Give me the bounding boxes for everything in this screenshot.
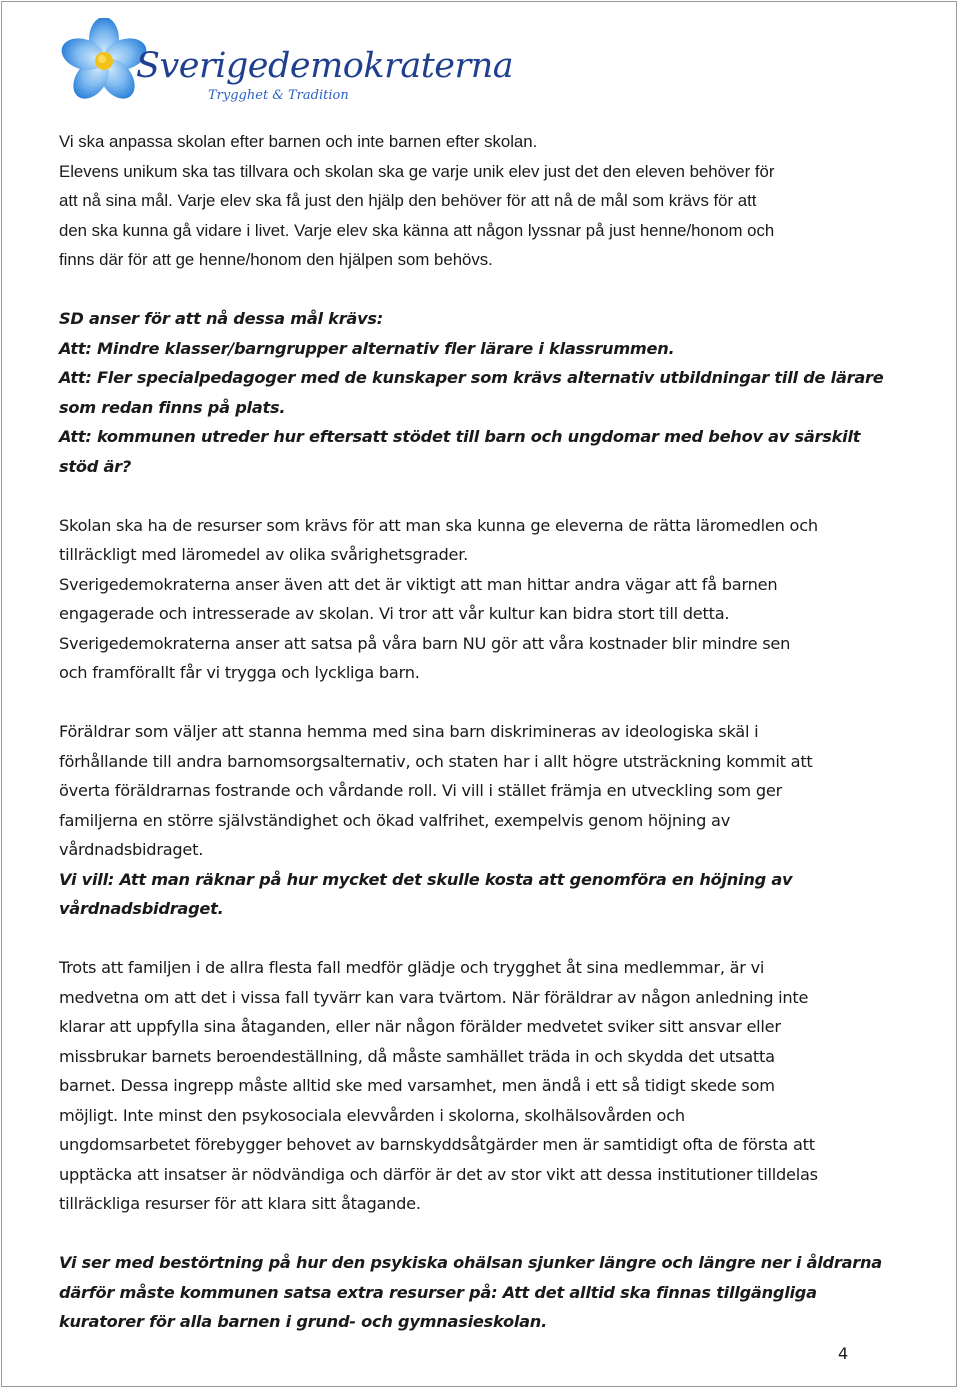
text-line: och framförallt får vi trygga och lyckliga barn. [59,663,420,682]
text-line: den ska kunna gå vidare i livet. Varje elev ska känna att någon lyssnar på just henne/honom och [59,220,775,240]
text-line: därför måste kommunen satsa extra resurser på: Att det alltid ska finnas tillgängliga [59,1282,817,1302]
document-body [59,127,889,1337]
text-line: tillräckliga resurser för att klara sitt åtagande. [59,1194,421,1213]
text-line: missbrukar barnets beroendeställning, då måste samhället träda in och skydda det utsatta [59,1046,775,1066]
text-line: Skolan ska ha de resurser som krävs för att man ska kunna ge eleverna de rätta läromedlen och [59,515,818,535]
paragraph-parents [59,717,889,865]
paragraph-vi-vill [59,865,889,924]
text-line: Föräldrar som väljer att stanna hemma med sina barn diskrimineras av ideologiska skäl i [59,722,759,741]
text-line: SD anser för att nå dessa mål krävs: [59,309,384,328]
text-line: Sverigedemokraterna anser även att det är viktigt att man hittar andra vägar att få barnen [59,574,778,594]
text-line: att nå sina mål. Varje elev ska få just den hjälp den behöver för att nå de mål som krävs för att [59,191,757,210]
paragraph-school-resources [59,511,889,688]
text-line: ungdomsarbetet förebygger behovet av barnskyddsåtgärder men är samtidigt ofta de första att [59,1135,815,1154]
text-line: familjerna en större självständighet och ökad valfrihet, exempelvis genom höjning av [59,810,731,830]
text-line: Sverigedemokraterna anser att satsa på våra barn NU gör att våra kostnader blir mindre sen [59,633,791,653]
text-line: medvetna om att det i vissa fall tyvärr kan vara tvärtom. När föräldrar av någon anledning inte [59,987,809,1007]
text-line: Elevens unikum ska tas tillvara och skolan ska ge varje unik elev just det den eleven behöver för [59,161,775,181]
text-line: tillräckligt med läromedel av olika svårighetsgrader. [59,545,469,564]
text-line: Att: kommunen utreder hur eftersatt stödet till barn och ungdomar med behov av särskilt [59,427,861,446]
text-line: klarar att uppfylla sina åtaganden, eller när någon förälder medvetet sviker sitt ansvar eller [59,1017,781,1036]
text-line: Vi ska anpassa skolan efter barnen och inte barnen efter skolan. [59,132,538,151]
text-line: Vi ser med bestörtning på hur den psykiska ohälsan sjunker längre och längre ner i åldrarna [59,1253,882,1272]
paragraph-sd-demands [59,304,889,481]
text-line: barnet. Dessa ingrepp måste alltid ske med varsamhet, men ändå i ett så tidigt skede som [59,1076,775,1095]
paragraph-mental-health [59,1248,889,1337]
logo-wordmark: Sverigedemokraterna [136,46,514,86]
text-line: möjligt. Inte minst den psykosociala elevvården i skolorna, skolhälsovården och [59,1105,685,1125]
text-line: överta föräldrarnas fostrande och vårdande roll. Vi vill i stället främja en utveckling som ger [59,781,782,800]
paragraph-school-adapt [59,127,889,275]
text-line: förhållande till andra barnomsorgsalternativ, och staten har i allt högre utsträckning kommit att [59,751,813,771]
text-line: engagerade och intresserade av skolan. Vi tror att vår kultur kan bidra stort till detta. [59,604,730,623]
text-line: som redan finns på plats. [59,397,286,417]
paragraph-family-protection [59,953,889,1219]
text-line: finns där för att ge henne/honom den hjälpen som behövs. [59,250,493,269]
text-line: vårdnadsbidraget. [59,840,204,859]
text-line: upptäcka att insatser är nödvändiga och därför är det av stor vikt att dessa institutioner tilldelas [59,1164,818,1184]
text-line: Att: Mindre klasser/barngrupper alternativ fler lärare i klassrummen. [59,338,675,358]
text-line: vårdnadsbidraget. [59,899,224,918]
text-line: kuratorer för alla barnen i grund- och gymnasieskolan. [59,1312,547,1331]
page-number: 4 [838,1344,849,1363]
text-line: Att: Fler specialpedagoger med de kunskaper som krävs alternativ utbildningar till de lärare [59,368,884,387]
text-line: stöd är? [59,456,132,476]
party-logo [58,18,514,108]
text-line: Vi vill: Att man räknar på hur mycket det skulle kosta att genomföra en höjning av [59,869,793,889]
text-line: Trots att familjen i de allra flesta fall medför glädje och trygghet åt sina medlemmar, är vi [59,958,765,977]
logo-tagline: Trygghet & Tradition [208,88,349,103]
